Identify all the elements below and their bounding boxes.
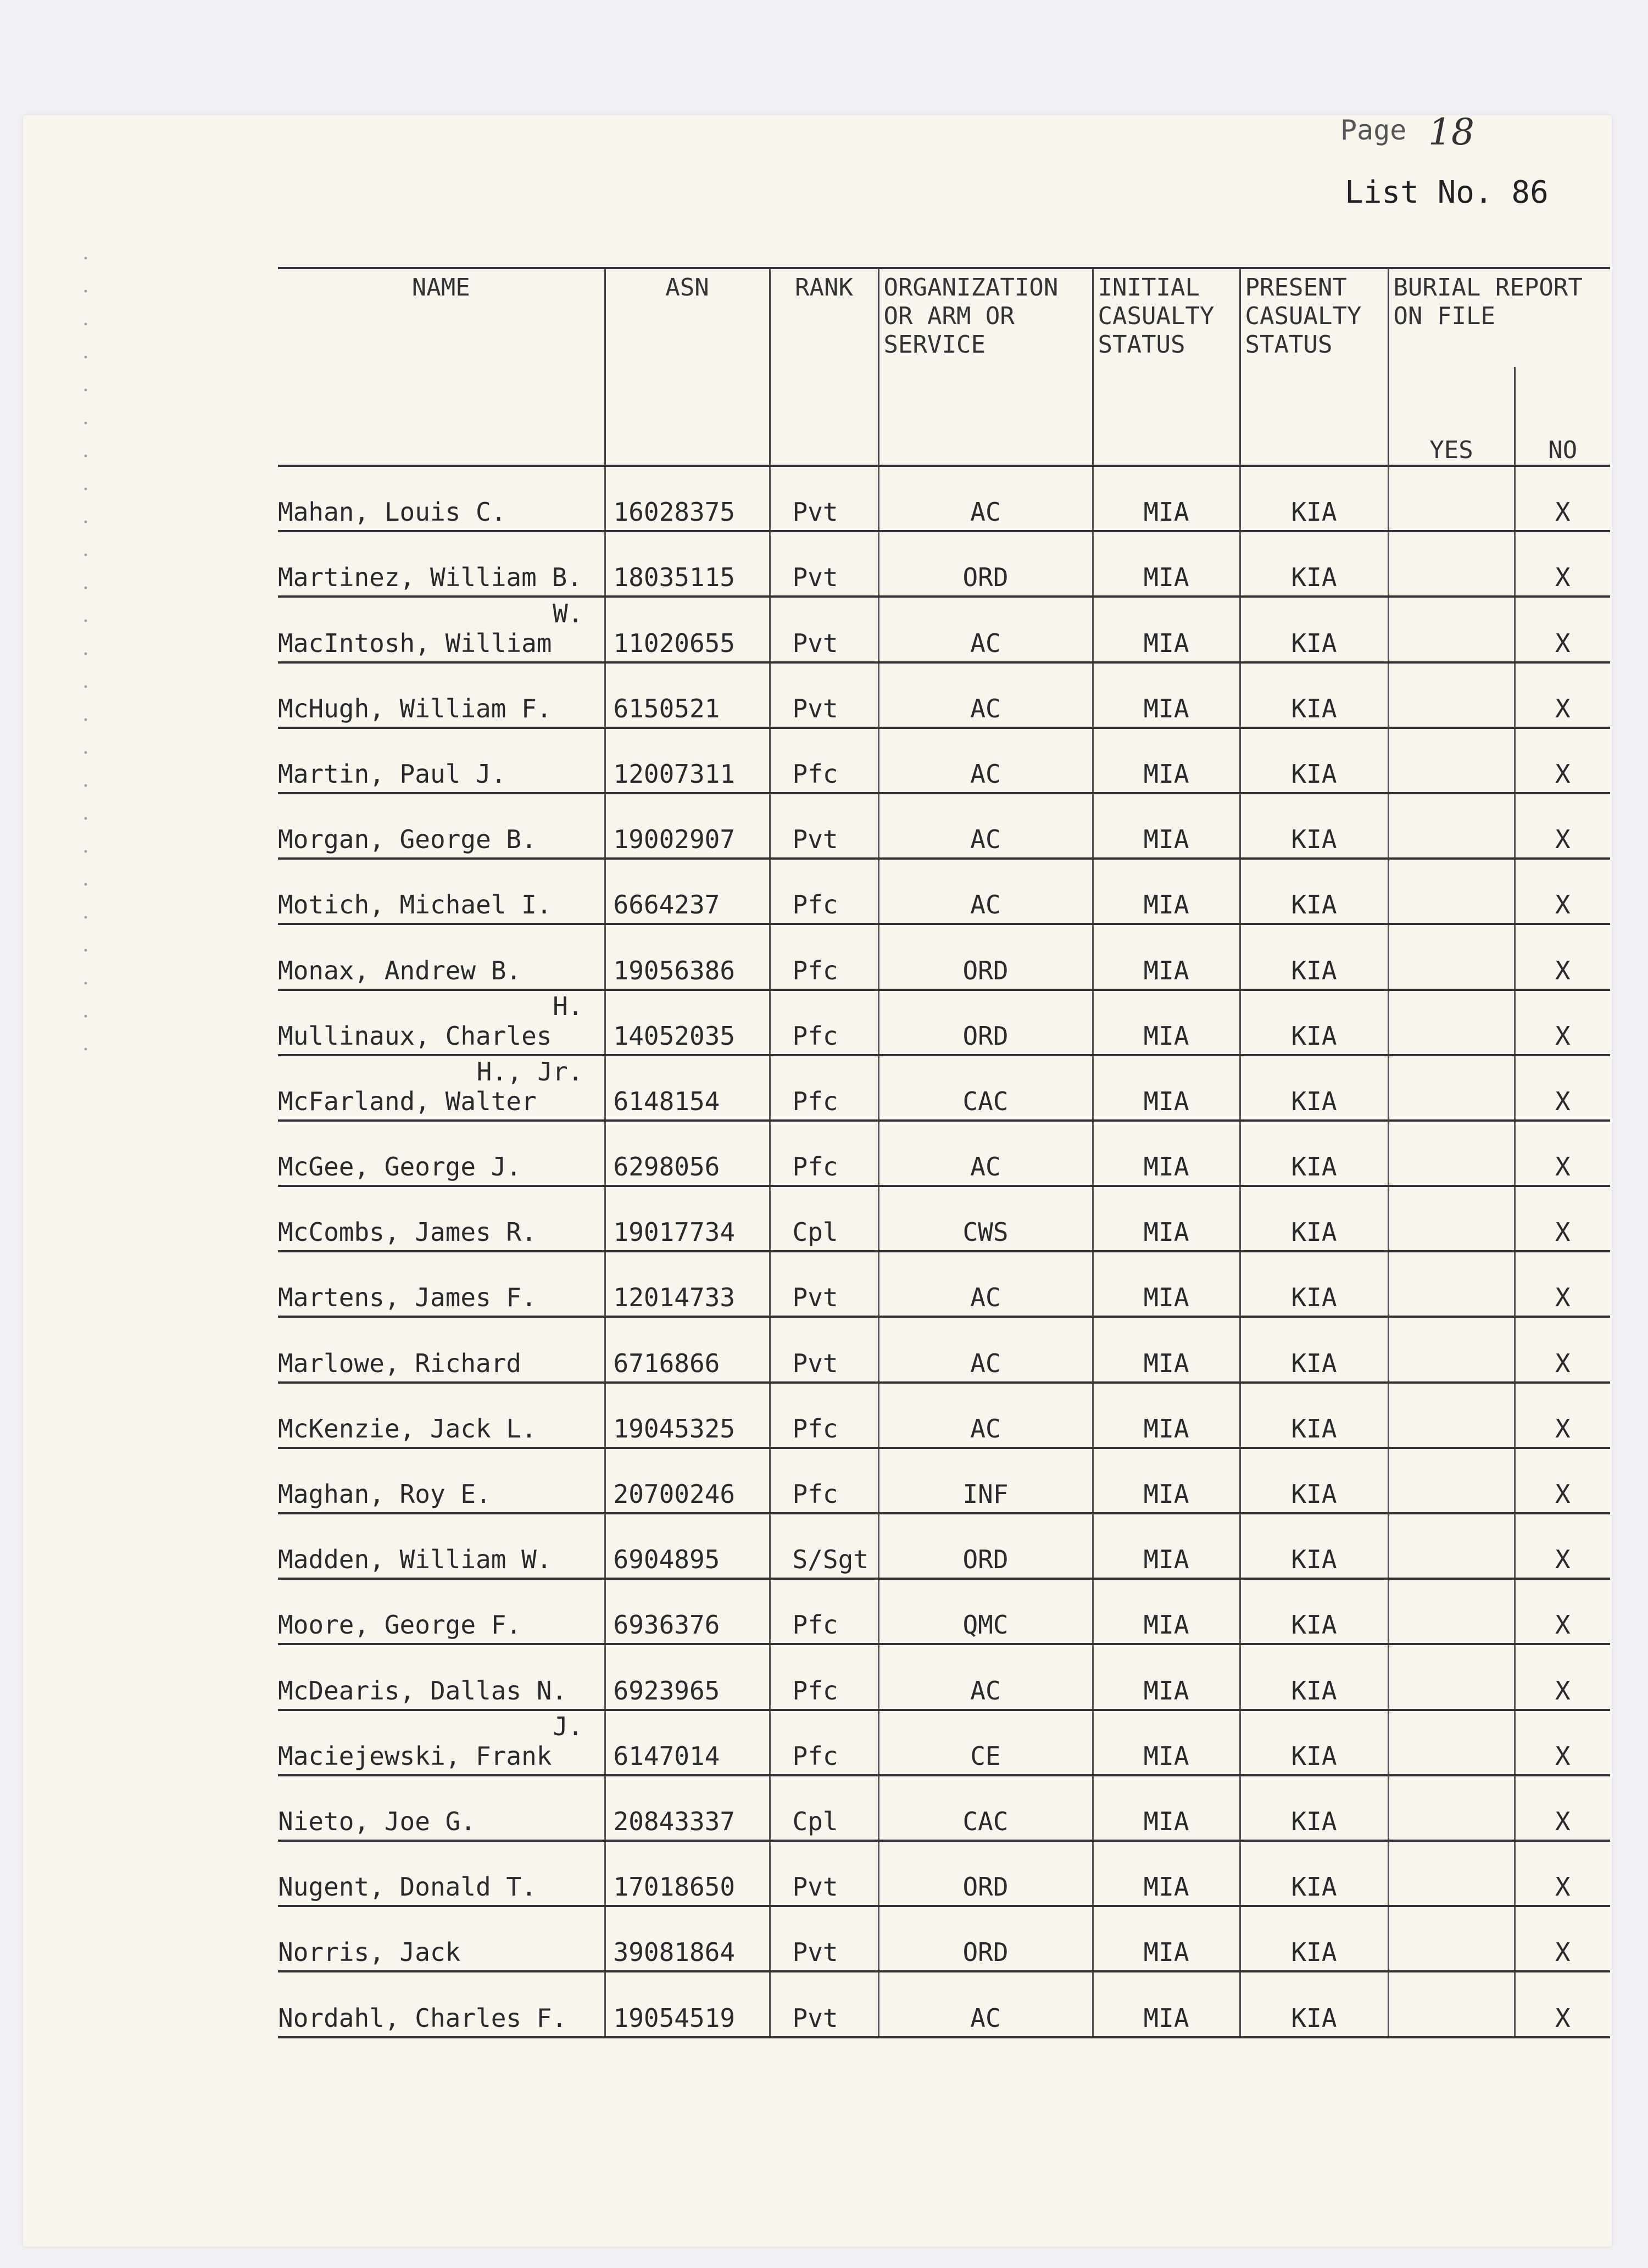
asn-cell: 6664237 [605,859,770,924]
name-main: Madden, William W. [278,1545,552,1575]
name-main: Nordahl, Charles F. [278,2003,567,2033]
asn-cell: 11020655 [605,597,770,662]
burial-no-cell: X [1515,1513,1610,1579]
initial-status-cell: MIA [1093,1121,1240,1186]
organization-cell: ORD [878,924,1093,989]
present-status-cell: KIA [1240,1383,1388,1448]
table-row [278,728,1610,793]
present-status-cell: KIA [1240,728,1388,793]
rank-cell: Pvt [770,597,878,662]
name-cell [278,1906,605,1971]
rank-cell: Pvt [770,1317,878,1382]
table-row [278,1775,1610,1841]
burial-no-cell: X [1515,990,1610,1055]
rank-cell: Cpl [770,1186,878,1251]
table-row [278,793,1610,859]
burial-yes-cell [1388,1251,1515,1317]
name-text [278,1872,600,1902]
table-row [278,859,1610,924]
initial-status-cell: MIA [1093,1775,1240,1841]
name-main: Maghan, Roy E. [278,1479,491,1509]
table-row [278,466,1610,531]
name-text [278,1712,600,1771]
name-continuation: W. [553,598,583,628]
name-cell [278,1317,605,1382]
name-cell [278,1186,605,1251]
asn-cell: 14052035 [605,990,770,1055]
initial-status-cell: MIA [1093,990,1240,1055]
asn-cell: 12007311 [605,728,770,793]
initial-status-cell: MIA [1093,662,1240,728]
name-cell [278,597,605,662]
burial-no-cell: X [1515,1448,1610,1513]
table-row [278,1055,1610,1121]
asn-cell: 20700246 [605,1448,770,1513]
initial-status-cell: MIA [1093,1971,1240,2037]
name-text [278,1283,600,1312]
asn-cell: 6147014 [605,1710,770,1775]
asn-cell: 6148154 [605,1055,770,1121]
name-text [278,497,600,527]
rank-cell: Pfc [770,1579,878,1644]
name-text [278,562,600,592]
organization-cell: AC [878,597,1093,662]
name-main: McDearis, Dallas N. [278,1675,567,1706]
initial-status-cell: MIA [1093,1710,1240,1775]
name-text [278,1217,600,1247]
name-text [278,599,600,658]
burial-yes-cell [1388,1579,1515,1644]
burial-no-cell: X [1515,1906,1610,1971]
organization-cell: AC [878,1251,1093,1317]
burial-yes-cell [1388,1186,1515,1251]
burial-yes-cell [1388,1383,1515,1448]
rank-cell: Pvt [770,662,878,728]
present-status-cell: KIA [1240,466,1388,531]
initial-status-cell: MIA [1093,1186,1240,1251]
burial-yes-cell [1388,1906,1515,1971]
burial-no-cell: X [1515,1121,1610,1186]
burial-no-cell: X [1515,662,1610,728]
asn-cell: 6298056 [605,1121,770,1186]
organization-cell: AC [878,466,1093,531]
name-main: Martin, Paul J. [278,759,506,789]
asn-cell: 17018650 [605,1841,770,1906]
present-status-cell: KIA [1240,1775,1388,1841]
name-cell [278,1383,605,1448]
rank-cell: Pfc [770,1383,878,1448]
name-text [278,890,600,920]
present-status-cell: KIA [1240,924,1388,989]
organization-cell: ORD [878,1841,1093,1906]
initial-status-cell: MIA [1093,924,1240,989]
name-main: Marlowe, Richard [278,1348,522,1378]
column-header-name: NAME [278,268,605,466]
rank-cell: Pvt [770,1906,878,1971]
organization-cell: CAC [878,1055,1093,1121]
organization-cell: CE [878,1710,1093,1775]
name-cell [278,531,605,597]
column-header-present-status: PRESENT CASUALTY STATUS [1240,268,1388,466]
present-status-cell: KIA [1240,662,1388,728]
asn-cell: 6923965 [605,1644,770,1709]
rank-cell: Pvt [770,793,878,859]
name-cell [278,1644,605,1709]
burial-yes-cell [1388,1710,1515,1775]
name-cell [278,990,605,1055]
asn-cell: 12014733 [605,1251,770,1317]
organization-cell: CAC [878,1775,1093,1841]
burial-yes-cell [1388,1317,1515,1382]
burial-yes-cell [1388,1841,1515,1906]
name-cell [278,1710,605,1775]
initial-status-cell: MIA [1093,531,1240,597]
organization-cell: ORD [878,531,1093,597]
initial-status-cell: MIA [1093,1644,1240,1709]
rank-cell: Pfc [770,924,878,989]
initial-status-cell: MIA [1093,1383,1240,1448]
name-main: Motich, Michael I. [278,890,552,920]
name-main: McHugh, William F. [278,693,552,723]
burial-no-cell: X [1515,1055,1610,1121]
name-text [278,694,600,723]
present-status-cell: KIA [1240,1906,1388,1971]
initial-status-cell: MIA [1093,1841,1240,1906]
present-status-cell: KIA [1240,531,1388,597]
initial-status-cell: MIA [1093,793,1240,859]
burial-yes-cell [1388,728,1515,793]
initial-status-cell: MIA [1093,1448,1240,1513]
organization-cell: AC [878,728,1093,793]
burial-yes-cell [1388,1971,1515,2037]
organization-cell: AC [878,1317,1093,1382]
burial-no-cell: X [1515,531,1610,597]
column-header-rank: RANK [770,268,878,466]
present-status-cell: KIA [1240,1121,1388,1186]
table-row [278,597,1610,662]
name-cell [278,1775,605,1841]
present-status-cell: KIA [1240,1251,1388,1317]
present-status-cell: KIA [1240,1186,1388,1251]
organization-cell: AC [878,793,1093,859]
rank-cell: Pvt [770,1971,878,2037]
burial-no-cell: X [1515,466,1610,531]
asn-cell: 6936376 [605,1579,770,1644]
name-cell [278,1055,605,1121]
burial-yes-cell [1388,1121,1515,1186]
present-status-cell: KIA [1240,1710,1388,1775]
name-text [278,824,600,854]
table-row [278,1579,1610,1644]
column-header-yes: YES [1388,367,1515,466]
table-row [278,1186,1610,1251]
name-text [278,1807,600,1836]
burial-no-cell: X [1515,793,1610,859]
present-status-cell: KIA [1240,859,1388,924]
burial-no-cell: X [1515,1644,1610,1709]
asn-cell: 6904895 [605,1513,770,1579]
name-main: McFarland, Walter [278,1086,537,1116]
name-main: Morgan, George B. [278,824,537,855]
organization-cell: ORD [878,1906,1093,1971]
organization-cell: AC [878,1644,1093,1709]
name-cell [278,662,605,728]
name-text [278,1057,600,1116]
burial-yes-cell [1388,990,1515,1055]
burial-no-cell: X [1515,728,1610,793]
burial-no-cell: X [1515,1251,1610,1317]
burial-no-cell: X [1515,1710,1610,1775]
organization-cell: INF [878,1448,1093,1513]
name-main: McKenzie, Jack L. [278,1413,537,1444]
asn-cell: 19056386 [605,924,770,989]
table-row [278,924,1610,989]
name-text [278,759,600,789]
burial-yes-cell [1388,531,1515,597]
rank-cell: Pfc [770,728,878,793]
table-row [278,1317,1610,1382]
table-row [278,1710,1610,1775]
asn-cell: 19054519 [605,1971,770,2037]
present-status-cell: KIA [1240,597,1388,662]
name-text [278,2003,600,2033]
name-main: Moore, George F. [278,1610,522,1640]
name-cell [278,466,605,531]
name-text [278,1414,600,1444]
initial-status-cell: MIA [1093,1317,1240,1382]
present-status-cell: KIA [1240,990,1388,1055]
name-continuation: J. [553,1711,583,1741]
table-row [278,1383,1610,1448]
roster-body [278,466,1610,2037]
burial-yes-cell [1388,1775,1515,1841]
casualty-roster-table [278,267,1610,2038]
table-row [278,1251,1610,1317]
rank-cell: Pvt [770,466,878,531]
burial-yes-cell [1388,1513,1515,1579]
rank-cell: Pfc [770,1710,878,1775]
rank-cell: Pfc [770,1055,878,1121]
burial-no-cell: X [1515,1841,1610,1906]
initial-status-cell: MIA [1093,466,1240,531]
name-main: Martinez, William B. [278,562,582,593]
burial-no-cell: X [1515,597,1610,662]
burial-no-cell: X [1515,924,1610,989]
rank-cell: Cpl [770,1775,878,1841]
name-text [278,1676,600,1706]
name-cell [278,1841,605,1906]
rank-cell: Pfc [770,859,878,924]
table-row [278,1121,1610,1186]
name-text [278,1545,600,1574]
burial-yes-cell [1388,466,1515,531]
initial-status-cell: MIA [1093,1055,1240,1121]
name-text [278,1937,600,1967]
burial-no-cell: X [1515,1579,1610,1644]
name-cell [278,1251,605,1317]
name-cell [278,1579,605,1644]
table-row [278,1448,1610,1513]
burial-no-cell: X [1515,1383,1610,1448]
present-status-cell: KIA [1240,1644,1388,1709]
organization-cell: QMC [878,1579,1093,1644]
name-cell [278,924,605,989]
name-main: Monax, Andrew B. [278,955,522,985]
burial-yes-cell [1388,1448,1515,1513]
name-main: Martens, James F. [278,1283,537,1313]
present-status-cell: KIA [1240,1841,1388,1906]
name-main: Norris, Jack [278,1937,461,1968]
initial-status-cell: MIA [1093,597,1240,662]
present-status-cell: KIA [1240,1055,1388,1121]
organization-cell: AC [878,1383,1093,1448]
burial-no-cell: X [1515,1317,1610,1382]
asn-cell: 19045325 [605,1383,770,1448]
organization-cell: AC [878,859,1093,924]
burial-yes-cell [1388,859,1515,924]
table-row [278,531,1610,597]
burial-yes-cell [1388,1644,1515,1709]
rank-cell: Pvt [770,531,878,597]
table-row [278,1644,1610,1709]
burial-yes-cell [1388,1055,1515,1121]
page-label: Page [1340,114,1407,146]
column-header-initial-status: INITIAL CASUALTY STATUS [1093,268,1240,466]
organization-cell: AC [878,662,1093,728]
name-main: McCombs, James R. [278,1217,537,1247]
rank-cell: S/Sgt [770,1513,878,1579]
name-continuation: H., Jr. [476,1056,583,1086]
table-row [278,662,1610,728]
initial-status-cell: MIA [1093,728,1240,793]
name-main: Mullinaux, Charles [278,1021,552,1051]
name-cell [278,728,605,793]
name-cell [278,1121,605,1186]
name-text [278,1152,600,1182]
organization-cell: AC [878,1971,1093,2037]
name-main: Nugent, Donald T. [278,1872,537,1902]
initial-status-cell: MIA [1093,1251,1240,1317]
rank-cell: Pvt [770,1841,878,1906]
column-header-asn: ASN [605,268,770,466]
rank-cell: Pvt [770,1251,878,1317]
rank-cell: Pfc [770,1448,878,1513]
table-row [278,1971,1610,2037]
column-header-burial-report: BURIAL REPORT ON FILE [1388,268,1610,367]
asn-cell: 19002907 [605,793,770,859]
present-status-cell: KIA [1240,1971,1388,2037]
asn-cell: 39081864 [605,1906,770,1971]
table-row [278,990,1610,1055]
asn-cell: 6716866 [605,1317,770,1382]
asn-cell: 16028375 [605,466,770,531]
asn-cell: 20843337 [605,1775,770,1841]
initial-status-cell: MIA [1093,859,1240,924]
name-main: MacIntosh, William [278,628,552,658]
burial-no-cell: X [1515,1186,1610,1251]
burial-yes-cell [1388,662,1515,728]
burial-no-cell: X [1515,859,1610,924]
rank-cell: Pfc [770,1121,878,1186]
name-cell [278,793,605,859]
burial-yes-cell [1388,793,1515,859]
table-row [278,1841,1610,1906]
present-status-cell: KIA [1240,793,1388,859]
name-text [278,1610,600,1640]
column-header-organization: ORGANIZATION OR ARM OR SERVICE [878,268,1093,466]
page-number: 18 [1428,111,1474,153]
present-status-cell: KIA [1240,1448,1388,1513]
present-status-cell: KIA [1240,1317,1388,1382]
name-continuation: H. [553,991,583,1021]
table-row [278,1906,1610,1971]
present-status-cell: KIA [1240,1579,1388,1644]
name-text [278,956,600,985]
name-text [278,1479,600,1509]
asn-cell: 6150521 [605,662,770,728]
organization-cell: ORD [878,1513,1093,1579]
organization-cell: ORD [878,990,1093,1055]
rank-cell: Pfc [770,1644,878,1709]
name-cell [278,859,605,924]
asn-cell: 18035115 [605,531,770,597]
organization-cell: CWS [878,1186,1093,1251]
name-cell [278,1448,605,1513]
name-main: Mahan, Louis C. [278,497,506,527]
burial-yes-cell [1388,597,1515,662]
name-main: McGee, George J. [278,1152,522,1182]
table-row [278,1513,1610,1579]
burial-no-cell: X [1515,1775,1610,1841]
organization-cell: AC [878,1121,1093,1186]
list-number: List No. 86 [1345,175,1549,210]
name-cell [278,1971,605,2037]
name-text [278,991,600,1051]
present-status-cell: KIA [1240,1513,1388,1579]
initial-status-cell: MIA [1093,1579,1240,1644]
burial-no-cell: X [1515,1971,1610,2037]
punch-hole-marks [82,242,89,1066]
name-cell [278,1513,605,1579]
name-main: Maciejewski, Frank [278,1741,552,1771]
table-header-row [278,268,1610,367]
initial-status-cell: MIA [1093,1906,1240,1971]
burial-yes-cell [1388,924,1515,989]
rank-cell: Pfc [770,990,878,1055]
asn-cell: 19017734 [605,1186,770,1251]
name-text [278,1348,600,1378]
column-header-no: NO [1515,367,1610,466]
initial-status-cell: MIA [1093,1513,1240,1579]
name-main: Nieto, Joe G. [278,1806,476,1836]
